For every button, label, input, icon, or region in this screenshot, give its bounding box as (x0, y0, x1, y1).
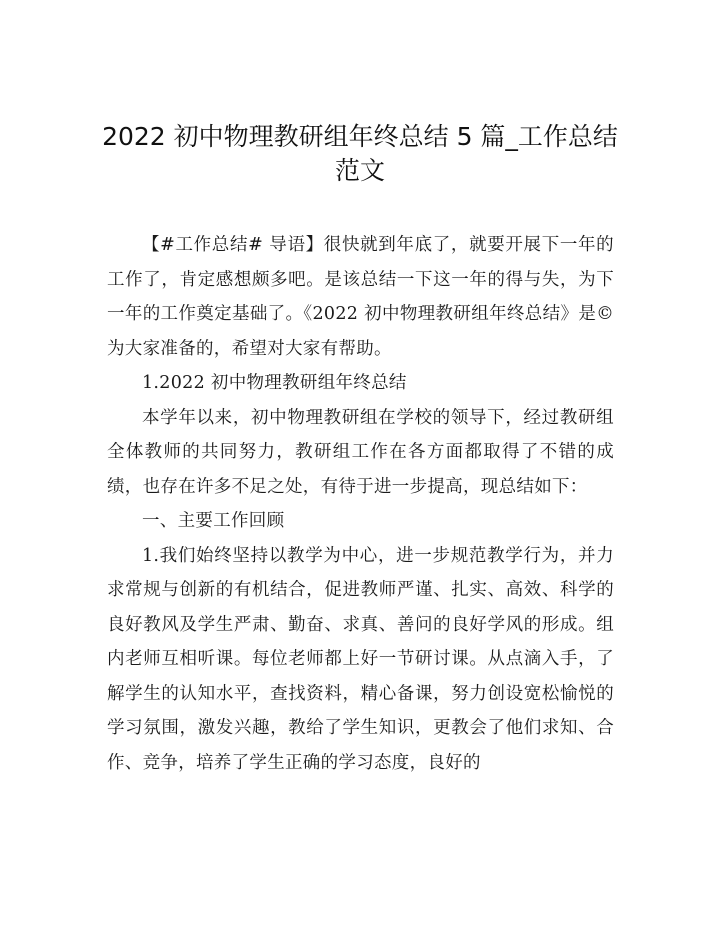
body-paragraph: 1.我们始终坚持以教学为中心，进一步规范教学行为，并力求常规与创新的有机结合，促进教师严谨、扎实、高效、科学的良好教风及学生严肃、勤奋、求真、善问的良好学风的形成。组内老师互相听课。每位老师都上好一节研讨课。从点滴入手，了解学生的认知水平，查找资料，精心备课，努力创设宽松愉悦的学习氛围，激发兴趣，教给了学生知识，更教会了他们求知、合作、竞争，培养了学生正确的学习态度，良好的 (107, 545, 614, 773)
document-body (107, 228, 614, 780)
body-paragraph: 本学年以来，初中物理教研组在学校的领导下，经过教研组全体教师的共同努力，教研组工作在各方面都取得了不错的成绩，也存在许多不足之处，有待于进一步提高，现总结如下： (107, 407, 614, 497)
subsection-heading: 一、主要工作回顾 (142, 511, 285, 531)
document-title: 2022 初中物理教研组年终总结 5 篇_工作总结范文 (102, 122, 618, 185)
intro-paragraph: 【#工作总结# 导语】很快就到年底了，就要开展下一年的工作了，肯定感想颇多吧。是该总结一下这一年的得与失，为下一年的工作奠定基础了。《2022 初中物理教研组年终总结》是©为大家准备的，希望对大家有帮助。 (107, 235, 614, 359)
section-heading: 1.2022 初中物理教研组年终总结 (142, 373, 407, 393)
